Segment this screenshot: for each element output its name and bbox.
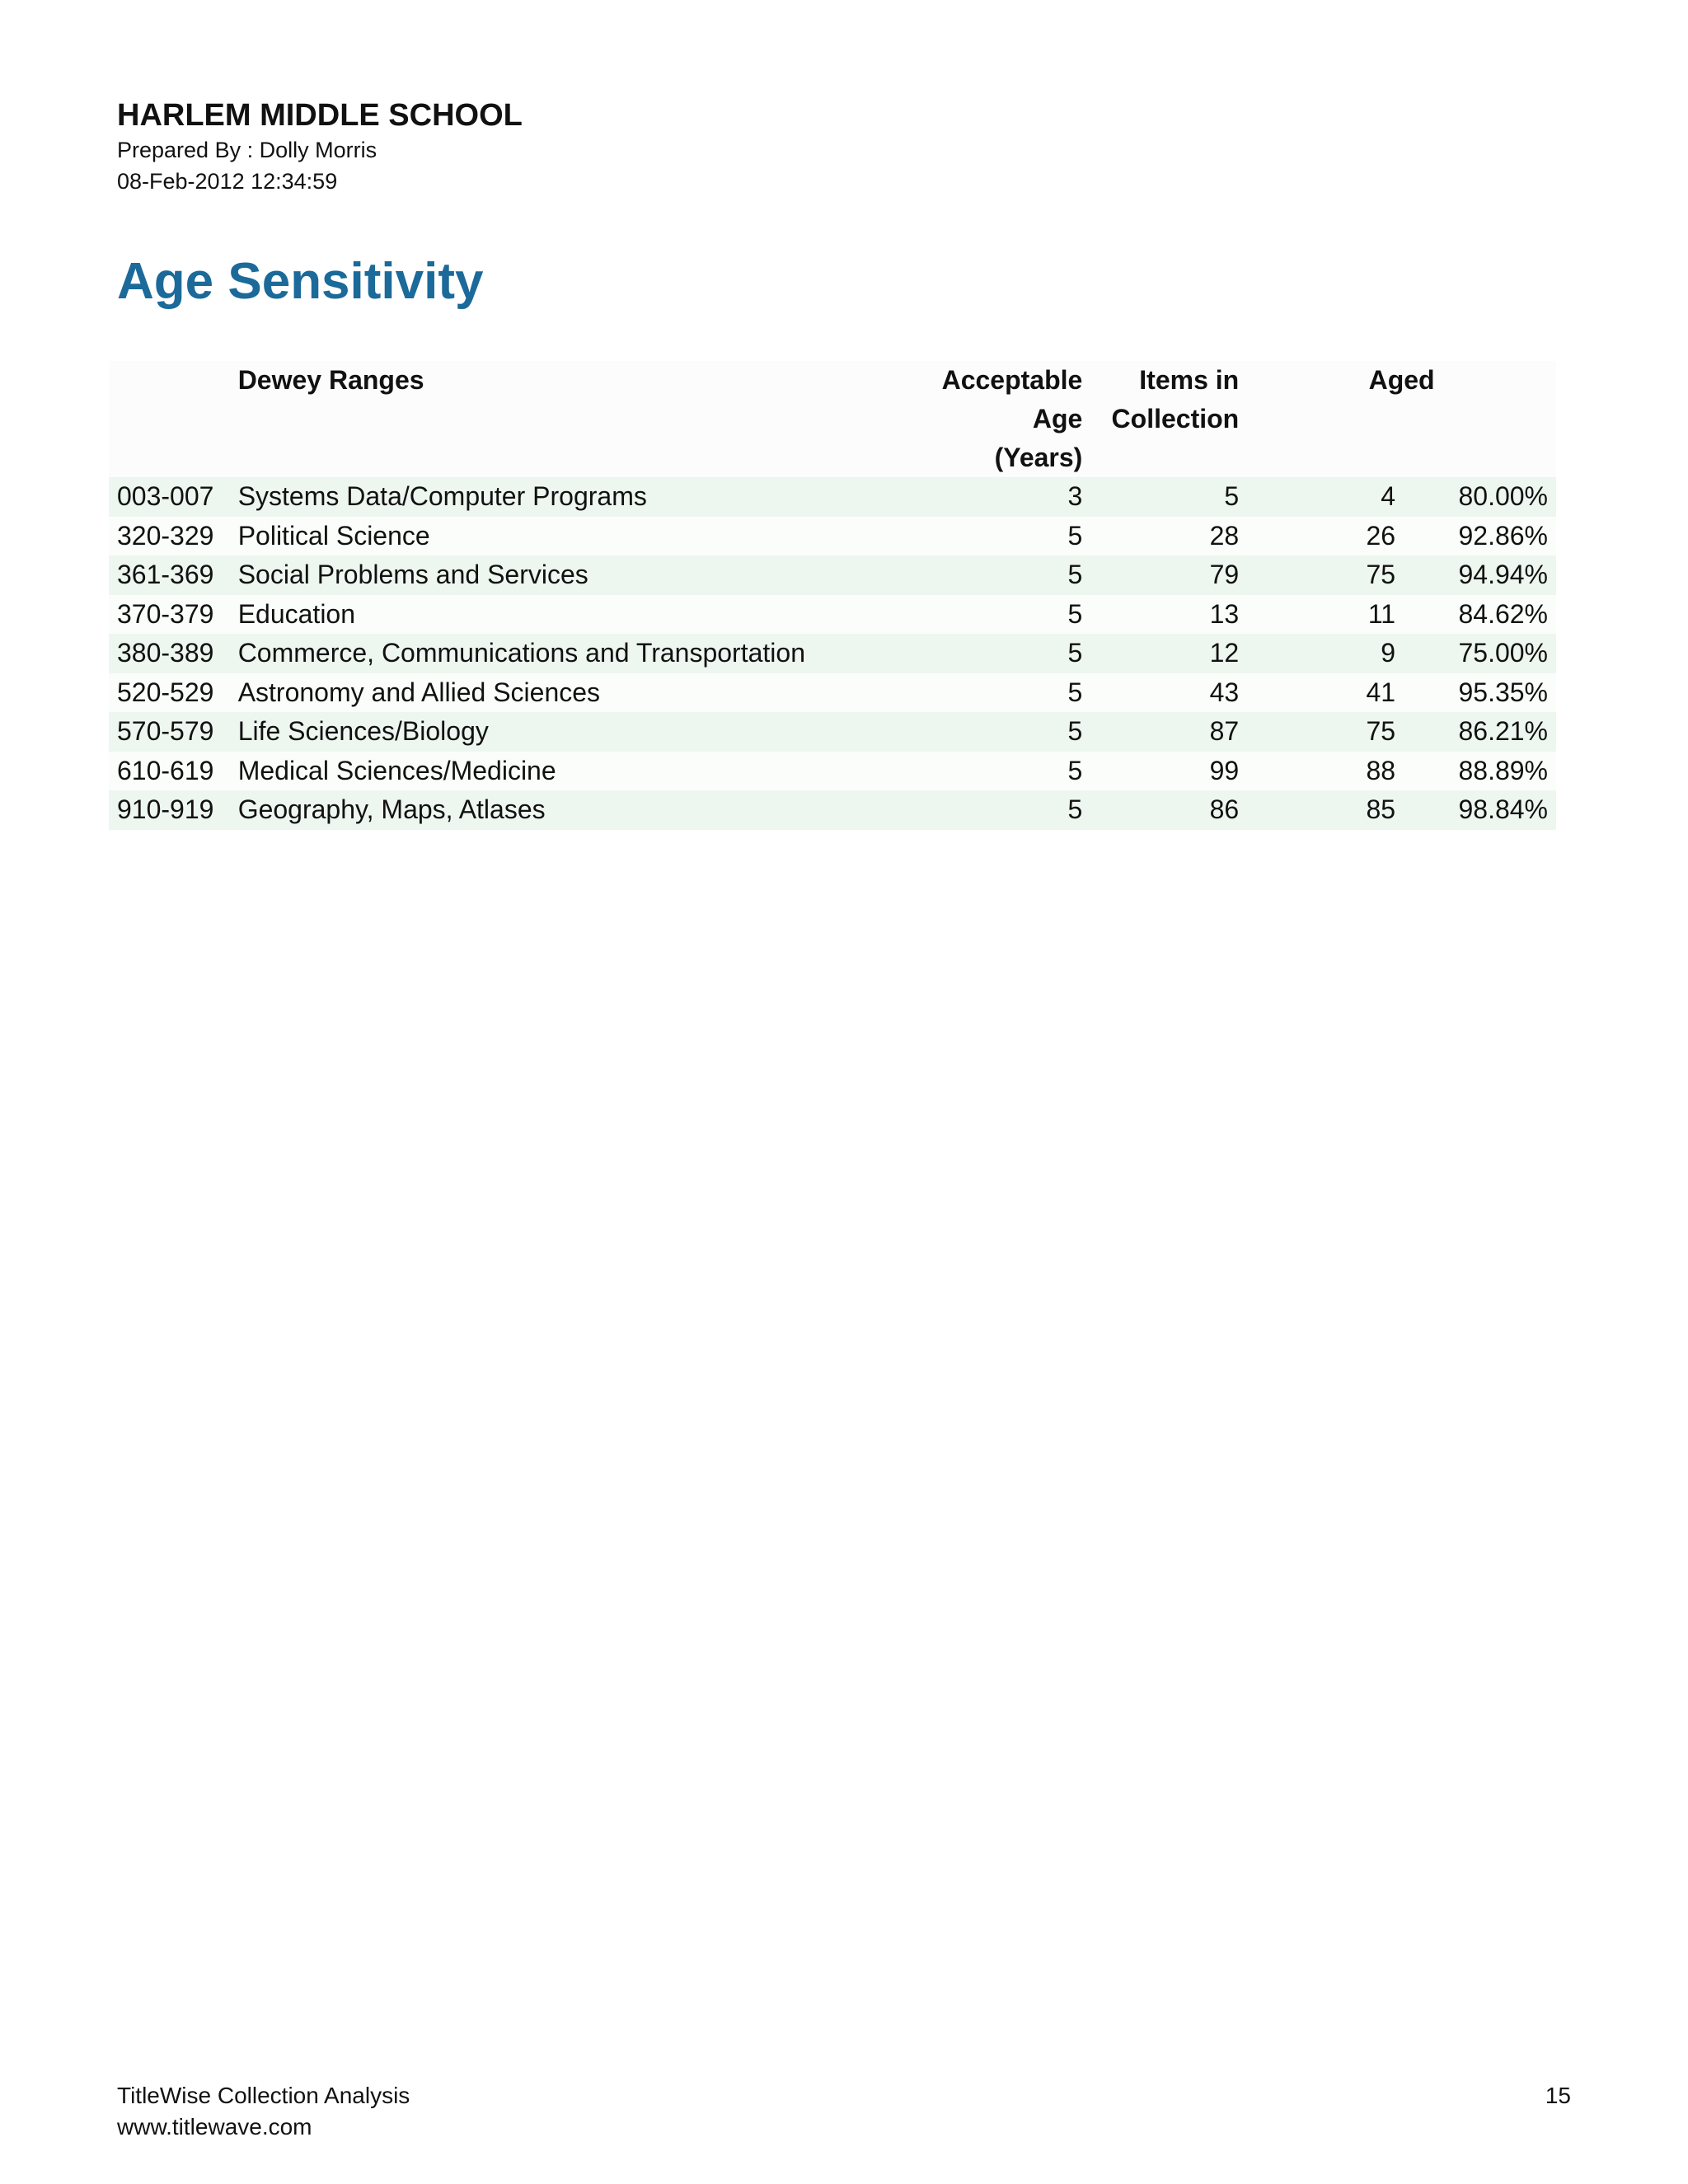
aged-count: 75 — [1247, 712, 1404, 752]
aged-percent: 98.84% — [1404, 790, 1556, 830]
table-row — [109, 634, 1556, 673]
table-row — [109, 555, 1556, 595]
acceptable-age: 5 — [933, 752, 1091, 791]
dewey-code: 570-579 — [109, 712, 230, 752]
acceptable-age: 5 — [933, 555, 1091, 595]
table-row — [109, 712, 1556, 752]
dewey-code: 003-007 — [109, 477, 230, 517]
acceptable-age: 5 — [933, 595, 1091, 635]
aged-percent: 88.89% — [1404, 752, 1556, 791]
dewey-name: Commerce, Communications and Transportation — [230, 634, 933, 673]
aged-count: 88 — [1247, 752, 1404, 791]
items-count: 28 — [1090, 517, 1247, 556]
table-header-row — [109, 361, 1556, 477]
header-acceptable-line1: Acceptable — [941, 365, 1083, 395]
items-count: 79 — [1090, 555, 1247, 595]
aged-percent: 94.94% — [1404, 555, 1556, 595]
acceptable-age: 5 — [933, 673, 1091, 713]
header-items-line2: Collection — [1111, 404, 1240, 434]
dewey-name: Education — [230, 595, 933, 635]
items-count: 99 — [1090, 752, 1247, 791]
aged-count: 9 — [1247, 634, 1404, 673]
table-row — [109, 477, 1556, 517]
table-row — [109, 595, 1556, 635]
footer-product: TitleWise Collection Analysis — [117, 2083, 410, 2108]
header-aged: Aged — [1247, 361, 1556, 477]
page-number: 15 — [1545, 2083, 1571, 2108]
dewey-code: 910-919 — [109, 790, 230, 830]
acceptable-age: 3 — [933, 477, 1091, 517]
items-count: 43 — [1090, 673, 1247, 713]
aged-percent: 84.62% — [1404, 595, 1556, 635]
page-title: Age Sensitivity — [117, 253, 484, 310]
acceptable-age: 5 — [933, 790, 1091, 830]
dewey-name: Medical Sciences/Medicine — [230, 752, 933, 791]
report-date: 08-Feb-2012 12:34:59 — [117, 169, 338, 194]
school-name: HARLEM MIDDLE SCHOOL — [117, 98, 523, 133]
table-row — [109, 752, 1556, 791]
footer-url: www.titlewave.com — [117, 2114, 312, 2139]
acceptable-age: 5 — [933, 517, 1091, 556]
dewey-code: 610-619 — [109, 752, 230, 791]
aged-percent: 86.21% — [1404, 712, 1556, 752]
dewey-name: Astronomy and Allied Sciences — [230, 673, 933, 713]
header-items-line1: Items in — [1139, 365, 1240, 395]
dewey-name: Life Sciences/Biology — [230, 712, 933, 752]
acceptable-age: 5 — [933, 712, 1091, 752]
aged-percent: 80.00% — [1404, 477, 1556, 517]
age-sensitivity-table — [109, 361, 1556, 830]
aged-percent: 75.00% — [1404, 634, 1556, 673]
items-count: 13 — [1090, 595, 1247, 635]
aged-count: 4 — [1247, 477, 1404, 517]
header-items-in-collection — [1090, 361, 1247, 477]
dewey-name: Geography, Maps, Atlases — [230, 790, 933, 830]
header-code — [109, 361, 230, 477]
aged-count: 11 — [1247, 595, 1404, 635]
aged-count: 75 — [1247, 555, 1404, 595]
aged-count: 85 — [1247, 790, 1404, 830]
header-acceptable-line2: Age (Years) — [994, 404, 1083, 472]
aged-count: 41 — [1247, 673, 1404, 713]
dewey-code: 361-369 — [109, 555, 230, 595]
prepared-by: Prepared By : Dolly Morris — [117, 138, 377, 162]
header-acceptable-age — [933, 361, 1091, 477]
dewey-code: 380-389 — [109, 634, 230, 673]
acceptable-age: 5 — [933, 634, 1091, 673]
items-count: 86 — [1090, 790, 1247, 830]
items-count: 12 — [1090, 634, 1247, 673]
items-count: 5 — [1090, 477, 1247, 517]
dewey-name: Political Science — [230, 517, 933, 556]
table-row — [109, 517, 1556, 556]
aged-count: 26 — [1247, 517, 1404, 556]
dewey-name: Social Problems and Services — [230, 555, 933, 595]
items-count: 87 — [1090, 712, 1247, 752]
table-row — [109, 790, 1556, 830]
dewey-code: 520-529 — [109, 673, 230, 713]
aged-percent: 95.35% — [1404, 673, 1556, 713]
dewey-code: 370-379 — [109, 595, 230, 635]
footer — [117, 2080, 410, 2143]
dewey-code: 320-329 — [109, 517, 230, 556]
aged-percent: 92.86% — [1404, 517, 1556, 556]
dewey-name: Systems Data/Computer Programs — [230, 477, 933, 517]
header-dewey-ranges: Dewey Ranges — [230, 361, 933, 477]
table-row — [109, 673, 1556, 713]
